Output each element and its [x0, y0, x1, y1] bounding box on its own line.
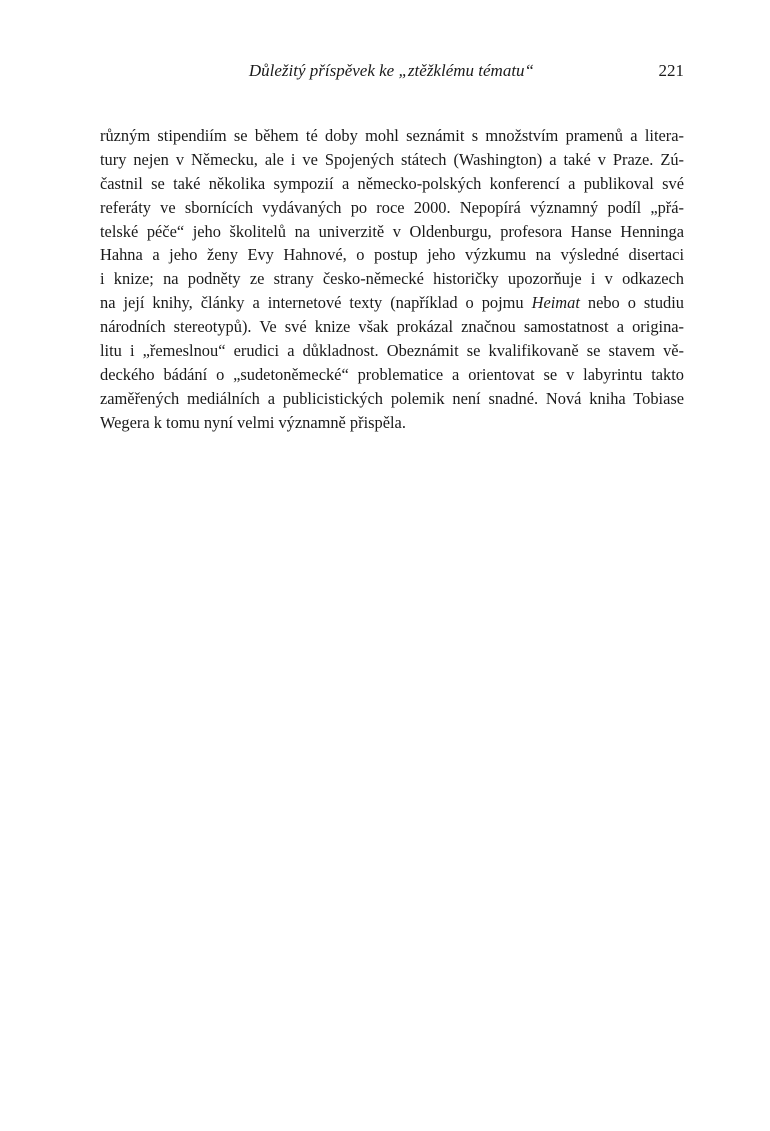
text-line-11: deckého bádání o „sudetoněmecké“ problematice a orientovat se v labyrintu takto	[100, 364, 684, 384]
text-line-5: telské péče“ jeho školitelů na univerzitě v Oldenburgu, profesora Hanse Henninga	[100, 221, 684, 241]
text-line-2: tury nejen v Německu, ale i ve Spojených státech (Washington) a také v Praze. Zú-	[100, 149, 684, 169]
text-line-9: národních stereotypů). Ve své knize však prokázal značnou samostatnost a origina-	[100, 317, 684, 337]
text-line-7: i knize; na podněty ze strany česko-německé historičky upozorňuje i v odkazech	[100, 269, 684, 289]
italic-term-heimat: Heimat	[531, 293, 580, 313]
text-line-8-before: na její knihy, články a internetové texty (například o pojmu	[100, 293, 532, 313]
running-title: Důležitý příspěvek ke „ztěžklému tématu“	[248, 61, 534, 80]
page-number: 221	[658, 61, 684, 80]
text-line-8-after: nebo o studiu	[579, 293, 684, 313]
text-line-13: Wegera k tomu nyní velmi významně přispěla.	[100, 412, 406, 432]
running-head	[100, 58, 684, 84]
text-line-1: různým stipendiím se během té doby mohl seznámit s množstvím pramenů a litera-	[100, 126, 684, 145]
text-line-3: častnil se také několika sympozií a německo-polských konferencí a publikoval své	[100, 173, 684, 193]
text-line-6: Hahna a jeho ženy Evy Hahnové, o postup jeho výzkumu na výsledné disertaci	[100, 245, 684, 265]
body-paragraph	[100, 124, 684, 435]
text-line-12: zaměřených mediálních a publicistických polemik není snadné. Nová kniha Tobiase	[100, 388, 684, 408]
text-line-10: litu i „řemeslnou“ erudici a důkladnost. Obeznámit se kvalifikovaně se stavem vě-	[100, 341, 684, 361]
text-line-4: referáty ve sbornících vydávaných po roce 2000. Nepopírá významný podíl „přá-	[100, 197, 684, 217]
text-line-8	[100, 291, 684, 315]
